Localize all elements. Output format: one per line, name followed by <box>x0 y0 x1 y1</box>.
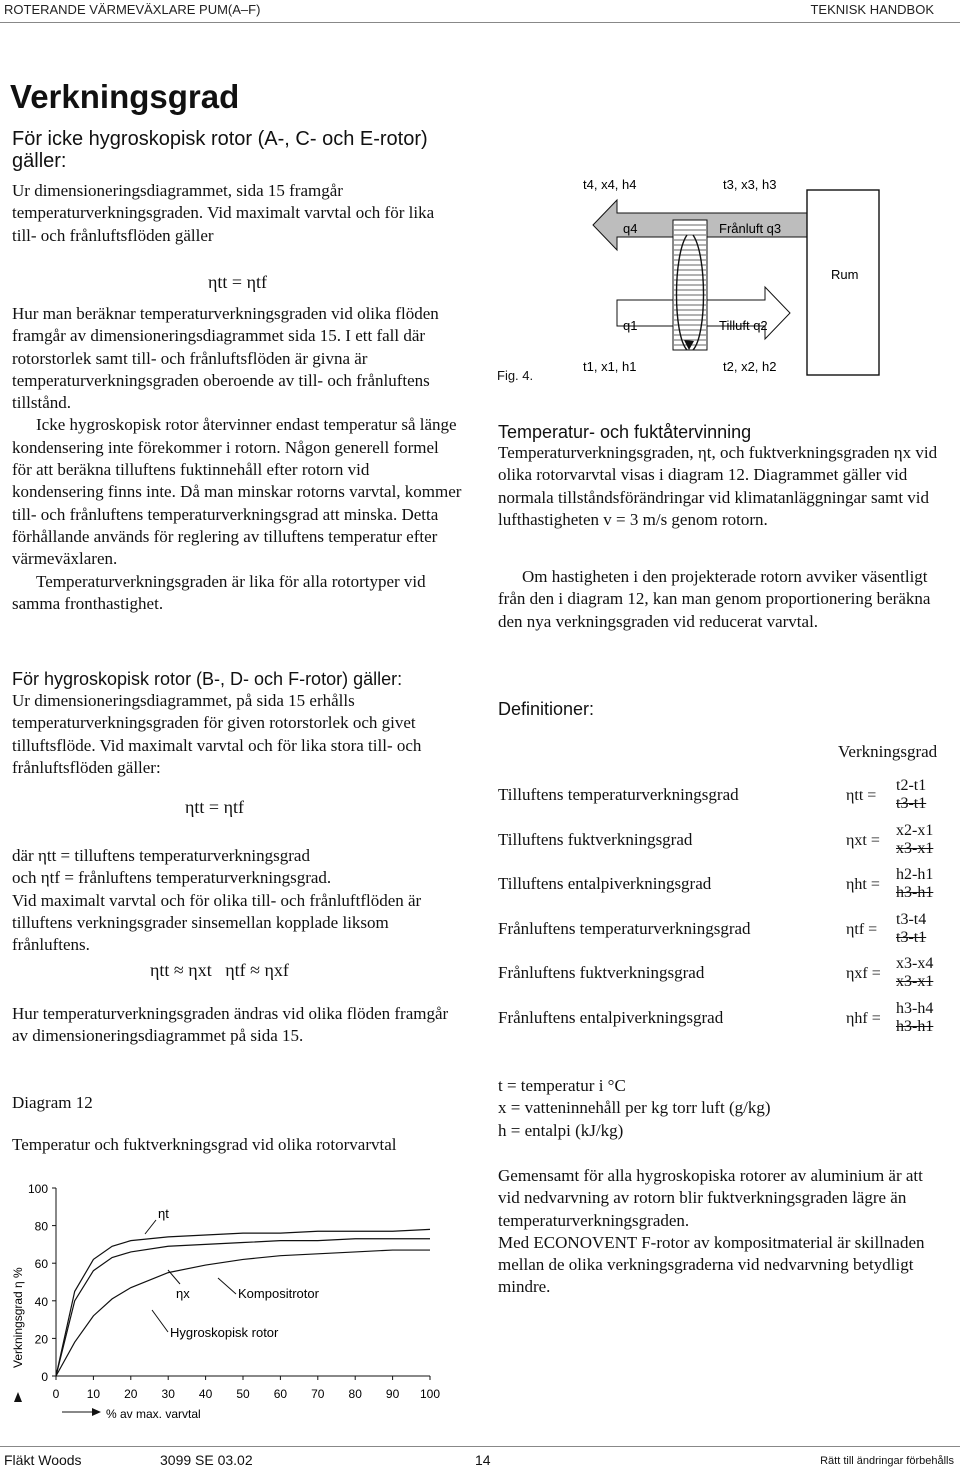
paragraph: Temperaturverkningsgraden är lika för alla rotortyper vid samma fronthastighet. <box>12 571 426 613</box>
legend-t: t = temperatur i °C <box>498 1076 626 1095</box>
header-rule <box>0 22 960 23</box>
fraction-numerator: h3-h4 <box>896 999 934 1017</box>
annotation-leader <box>152 1310 168 1332</box>
paragraph: Hur temperaturverkningsgraden ändras vid olika flöden framgår av dimensioneringsdiagrammet på sida 15. <box>12 1004 449 1046</box>
legend-x: x = vatteninnehåll per kg torr luft (g/kg) <box>498 1098 771 1118</box>
efficiency-column-header: Verkningsgrad <box>838 742 938 761</box>
fraction-denominator: h3-h1 <box>896 884 934 901</box>
definition-row <box>498 953 938 997</box>
label-t2: t2, x2, h2 <box>723 359 777 374</box>
footer-brand: Fläkt Woods <box>4 1452 82 1468</box>
definition-fraction <box>896 955 933 991</box>
x-tick-label: 20 <box>124 1387 138 1401</box>
definition-row <box>498 909 938 953</box>
y-tick-label: 60 <box>34 1257 48 1272</box>
definition-fraction <box>896 822 933 858</box>
definition-label: Tilluftens fuktverkningsgrad <box>498 829 693 849</box>
annotation-leader <box>168 1270 180 1284</box>
definition-symbol: ηhf = <box>846 1009 881 1027</box>
header-right: TEKNISK HANDBOK <box>810 2 934 17</box>
label-t1: t1, x1, h1 <box>583 359 637 374</box>
paragraph: Temperaturverkningsgraden, ηt, och fuktverkningsgraden ηx vid olika rotorvarvtal visas i diagram 12. Diagrammet gäller vid normala tillståndsförändringar vid klimatanläggningar samt vid lufthastigheten v = 3 m/s genom rotorn. <box>498 443 938 529</box>
figure-label: Fig. 4. <box>497 368 534 383</box>
efficiency-chart <box>0 1170 480 1430</box>
definition-row <box>498 864 938 908</box>
legend-h: h = entalpi (kJ/kg) <box>498 1120 624 1140</box>
room-label: Rum <box>831 267 859 282</box>
y-axis-arrowhead <box>14 1392 22 1402</box>
paragraph: Gemensamt för alla hygroskopiska rotorer av aluminium är att vid nedvarvning av rotorn blir fuktverkningsgraden lägre än temperaturverkningsgraden. <box>498 1166 923 1230</box>
x-tick-label: 40 <box>198 1387 213 1401</box>
y-tick-label: 80 <box>34 1219 48 1234</box>
subheading-hygroscopic: För hygroskopisk rotor (B-, D- och F-rotor) gäller: <box>12 669 403 689</box>
label-q4: q4 <box>623 221 638 236</box>
annotation-eta-t: ηt <box>158 1206 169 1221</box>
definition-symbol: ηxt = <box>846 831 880 849</box>
definition-row <box>498 998 938 1042</box>
x-tick-label: 30 <box>161 1387 175 1401</box>
paragraph: Icke hygroskopisk rotor återvinner endast temperatur så länge kondensering inte förekommer i rotorn. Någon generell formel för att beräkna tilluftens fuktinnehåll efter rotorn vid kondensering finns inte. Då man minskar rotorns varvtal, kommer till- och frånluftens temperaturverkningsgrad att minska. Detta förhållande används för reglering av tilluftens temperatur efter värmeväxlaren. <box>12 415 462 569</box>
annotation-eta-x: ηx <box>176 1286 190 1301</box>
definitions-list <box>498 775 938 1065</box>
y-tick-label: 20 <box>34 1332 48 1347</box>
diagram-title: Diagram 12 <box>12 1093 93 1112</box>
definition-label: Frånluftens temperaturverkningsgrad <box>498 918 751 938</box>
label-franluft: Frånluft q3 <box>719 221 782 236</box>
equation-2: ηtt = ηtf <box>185 797 244 817</box>
room-box <box>807 190 879 375</box>
definition-symbol: ηxf = <box>846 965 881 982</box>
y-tick-label: 0 <box>41 1370 48 1384</box>
x-tick-label: 70 <box>311 1387 325 1401</box>
legend-block <box>498 1075 940 1142</box>
definition-label: Tilluftens entalpiverkningsgrad <box>498 874 712 893</box>
paragraph: Ur dimensioneringsdiagrammet, på sida 15 erhålls temperaturverkningsgraden för given rotorstorlek och givet tilluftsflöde. Vid maximalt varvtal och för lika stora till- och frånluftsflöden gäller: <box>12 691 422 777</box>
label-q1: q1 <box>623 318 638 333</box>
definition-row <box>498 820 938 864</box>
fraction-numerator: x2-x1 <box>896 821 934 839</box>
paragraph: Med ECONOVENT F-rotor av kompositmaterial är skillnaden mellan de olika verkningsgraderna vid nedvarvning betydligt mindre. <box>498 1232 925 1297</box>
definition-fraction <box>896 777 926 813</box>
fraction-numerator: h2-h1 <box>896 866 934 883</box>
fraction-denominator: t3-t1 <box>896 928 927 946</box>
x-axis-arrowhead <box>92 1408 101 1416</box>
right-text-block-3 <box>498 1165 940 1299</box>
series-line <box>56 1250 430 1376</box>
definition-fraction <box>896 866 933 902</box>
rotor-figure <box>575 165 885 390</box>
fraction-denominator: x3-x1 <box>896 839 934 857</box>
definition-label: Frånluftens entalpiverkningsgrad <box>498 1007 724 1027</box>
diagram-caption: Temperatur och fuktverkningsgrad vid olika rotorvarvtal <box>12 1135 397 1154</box>
subheading-recovery: Temperatur- och fuktåtervinning <box>498 422 752 442</box>
definition-fraction <box>896 911 926 947</box>
paragraph: och ηtf = frånluftens temperaturverkningsgrad. <box>12 868 332 888</box>
footer-rights: Rätt till ändringar förbehålls <box>820 1455 954 1467</box>
right-text-block-2 <box>498 566 940 633</box>
equation-3: ηtt ≈ ηxt ηtf ≈ ηxf <box>150 960 289 980</box>
definition-label: Tilluftens temperaturverkningsgrad <box>498 785 739 804</box>
y-tick-label: 100 <box>27 1182 48 1196</box>
subheading-non-hygroscopic: För icke hygroskopisk rotor (A-, C- och E-rotor) gäller: <box>12 128 428 172</box>
left-text-block-1 <box>12 180 462 247</box>
left-text-block-2 <box>12 303 462 615</box>
fraction-numerator: x3-x4 <box>896 955 934 972</box>
footer-code: 3099 SE 03.02 <box>160 1452 253 1468</box>
paragraph: där ηtt = tilluftens temperaturverkningsgrad <box>12 846 310 865</box>
fraction-numerator: t3-t4 <box>896 910 927 928</box>
y-tick-label: 40 <box>34 1294 48 1309</box>
label-tilluft: Tilluft q2 <box>719 318 768 333</box>
left-text-block-4 <box>12 845 462 956</box>
definition-symbol: ηtt = <box>846 787 877 804</box>
label-t4: t4, x4, h4 <box>583 177 637 192</box>
definition-symbol: ηtf = <box>846 920 878 938</box>
fraction-denominator: t3-t1 <box>896 795 927 812</box>
footer-rule <box>0 1446 960 1447</box>
paragraph: Hur man beräknar temperaturverkningsgraden vid olika flöden framgår av dimensioneringsdiagrammet sida 15. I ett fall där rotorstorlek samt till- och frånluftsflöden är givna är temperaturverkningsgraden oberoende av till- och frånluftens tillstånd. <box>12 304 439 413</box>
equation-1: ηtt = ηtf <box>208 272 267 292</box>
definition-label: Frånluftens fuktverkningsgrad <box>498 963 705 982</box>
x-tick-label: 90 <box>385 1387 400 1401</box>
annotation-composite: Kompositrotor <box>238 1286 319 1301</box>
fraction-denominator: x3-x1 <box>896 973 934 990</box>
definition-fraction <box>896 1000 933 1036</box>
header-left: ROTERANDE VÄRMEVÄXLARE PUM(A–F) <box>4 2 261 17</box>
paragraph: Om hastigheten i den projekterade rotorn avviker väsentligt från den i diagram 12, kan man genom proportionering beräkna den nya verkningsgraden vid reducerat varvtal. <box>498 567 931 631</box>
annotation-leader <box>218 1278 236 1294</box>
paragraph: Ur dimensioneringsdiagrammet, sida 15 framgår temperaturverkningsgraden. Vid maximalt varvtal och för lika till- och frånluftsflöden gäller <box>12 181 435 245</box>
definition-symbol: ηht = <box>846 876 880 893</box>
fraction-denominator: h3-h1 <box>896 1017 934 1035</box>
definition-row <box>498 775 938 819</box>
fraction-numerator: t2-t1 <box>896 777 927 794</box>
subheading-definitions: Definitioner: <box>498 699 595 719</box>
x-axis-label: % av max. varvtal <box>106 1407 201 1421</box>
left-text-block-3 <box>12 690 462 779</box>
y-axis-label: Verkningsgrad η % <box>11 1267 25 1368</box>
x-tick-label: 50 <box>236 1387 250 1401</box>
x-tick-label: 60 <box>273 1387 288 1401</box>
left-text-block-5 <box>12 1003 462 1048</box>
x-tick-label: 80 <box>348 1387 362 1401</box>
paragraph: Vid maximalt varvtal och för olika till- och frånluftflöden är tilluftens verkningsgrader sinsemellan kopplade liksom frånluftens. <box>12 890 422 955</box>
page-title: Verkningsgrad <box>10 78 240 115</box>
annotation-hygroscopic: Hygroskopisk rotor <box>170 1325 279 1340</box>
label-t3: t3, x3, h3 <box>723 177 777 192</box>
x-tick-label: 0 <box>52 1387 60 1401</box>
right-text-block-1 <box>498 442 940 531</box>
footer-page-number: 14 <box>475 1452 491 1468</box>
x-tick-label: 10 <box>86 1387 101 1401</box>
x-tick-label: 100 <box>419 1387 441 1401</box>
annotation-leader <box>145 1220 156 1234</box>
